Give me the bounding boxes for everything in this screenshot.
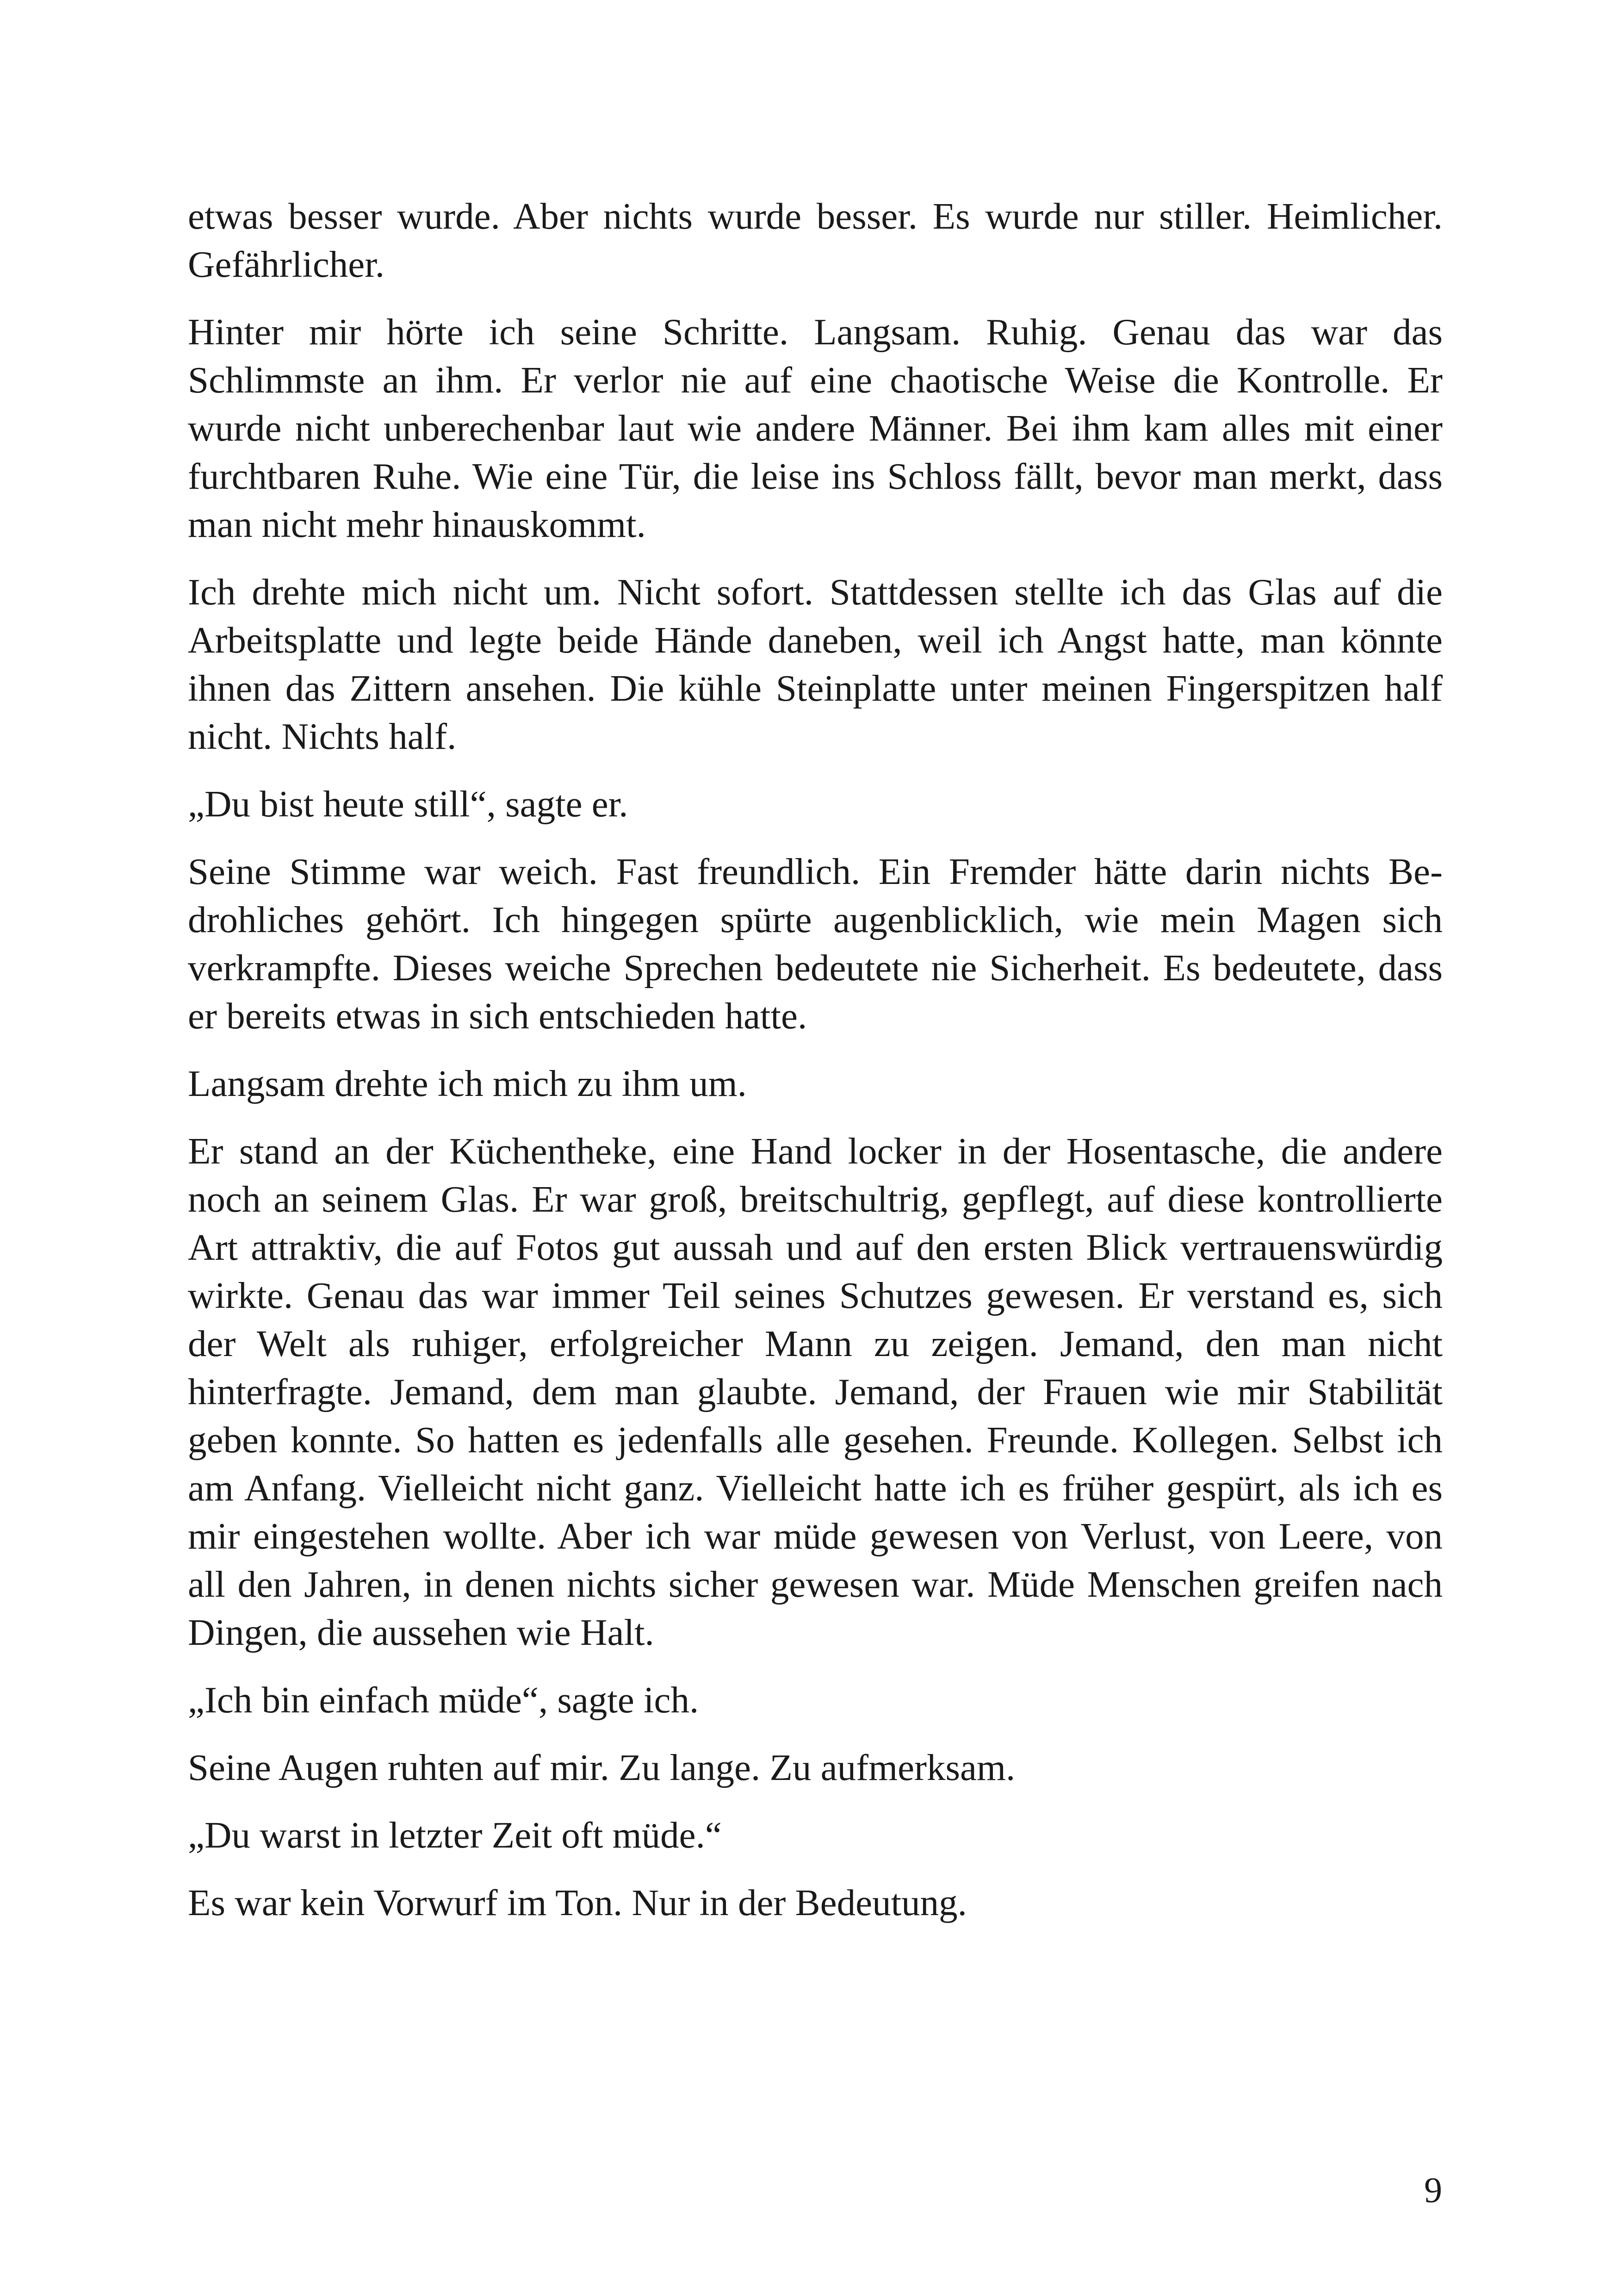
paragraph: Seine Augen ruhten auf mir. Zu lange. Zu aufmerksam. (188, 1747, 1016, 1788)
paragraph: „Du warst in letzter Zeit oft müde.“ (188, 1814, 722, 1856)
paragraph: Langsam drehte ich mich zu ihm um. (188, 1063, 747, 1104)
paragraph: Seine Stimme war weich. Fast freundlich. Ein Fremder hätte darin nichts Bedrohliches gehört. Ich hingegen spürte augenblicklich, wie mein Magen sich verkrampfte. Dieses weiche Sprechen bedeutete nie Sicherheit. Es bedeutete, dass er bereits etwas in sich entschieden hatte. (188, 851, 1443, 1037)
body-text (188, 192, 1443, 1946)
paragraph: „Ich bin einfach müde“, sagte ich. (188, 1679, 699, 1721)
paragraph: „Du bist heute still“, sagte er. (188, 783, 628, 825)
paragraph: Hinter mir hörte ich seine Schritte. Langsam. Ruhig. Genau das war das Schlimmste an ihm. Er verlor nie auf eine chaotische Weise die Kontrolle. Er wurde nicht unberechenbar laut wie andere Männer. Bei ihm kam alles mit einer furchtbaren Ruhe. Wie eine Tür, die leise ins Schloss fällt, bevor man merkt, dass man nicht mehr hinauskommt. (188, 311, 1443, 545)
paragraph: Er stand an der Küchentheke, eine Hand locker in der Hosentasche, die andere noch an seinem Glas. Er war groß, breitschultrig, gepflegt, auf diese kontrollierte Art attraktiv, die auf Fotos gut aussah und auf den ersten Blick vertrauenswürdig wirkte. Genau das war immer Teil seines Schutzes gewesen. Er verstand es, sich der Welt als ruhiger, erfolgreicher Mann zu zeigen. Jemand, den man nicht hinterfragte. Jemand, dem man glaubte. Jemand, der Frauen wie mir Stabilität geben konnte. So hatten es jedenfalls alle gesehen. Freunde. Kollegen. Selbst ich am Anfang. Vielleicht nicht ganz. Vielleicht hatte ich es früher gespürt, als ich es mir eingestehen wollte. Aber ich war müde gewesen von Verlust, von Leere, von all den Jahren, in denen nichts sicher gewesen war. Müde Menschen greifen nach Dingen, die aussehen wie Halt. (188, 1130, 1443, 1653)
paragraph: etwas besser wurde. Aber nichts wurde besser. Es wurde nur stiller. Heimlicher. Gefährlicher. (188, 195, 1443, 285)
page-number: 9 (1424, 2170, 1442, 2210)
paragraph: Es war kein Vorwurf im Ton. Nur in der Bedeutung. (188, 1882, 967, 1923)
paragraph: Ich drehte mich nicht um. Nicht sofort. Stattdessen stellte ich das Glas auf die Arbeitsplatte und legte beide Hände daneben, weil ich Angst hatte, man könnte ihnen das Zittern ansehen. Die kühle Steinplatte unter meinen Fingerspitzen half nicht. Nichts half. (188, 571, 1443, 757)
